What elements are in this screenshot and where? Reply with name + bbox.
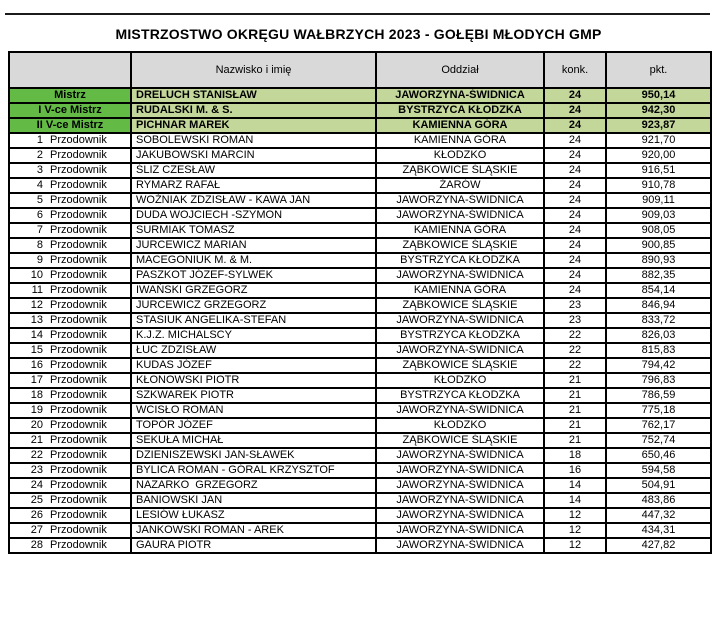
row-position: 14: [30, 329, 43, 341]
competitions-cell: 21: [544, 403, 606, 418]
competitions-cell: 24: [544, 283, 606, 298]
fancier-name-cell: KUDAS JÓZEF: [131, 358, 376, 373]
competitions-cell: 21: [544, 418, 606, 433]
branch-cell: ZĄBKOWICE ŚLĄSKIE: [376, 238, 544, 253]
branch-cell: JAWORZYNA-ŚWIDNICA: [376, 463, 544, 478]
table-row: [9, 343, 711, 358]
points-cell: 921,70: [606, 133, 711, 148]
points-cell: 762,17: [606, 418, 711, 433]
points-cell: 950,14: [606, 88, 711, 103]
rank-cell: [9, 358, 131, 373]
row-title: Przodownik: [50, 419, 107, 431]
row-title: Przodownik: [50, 479, 107, 491]
points-cell: 890,93: [606, 253, 711, 268]
row-title: Przodownik: [50, 134, 107, 146]
points-cell: 908,05: [606, 223, 711, 238]
row-title: Przodownik: [50, 269, 107, 281]
branch-cell: ŻARÓW: [376, 178, 544, 193]
row-title: Przodownik: [50, 314, 107, 326]
branch-cell: JAWORZYNA-ŚWIDNICA: [376, 313, 544, 328]
competitions-cell: 24: [544, 178, 606, 193]
row-position: 17: [30, 374, 43, 386]
branch-cell: JAWORZYNA-ŚWIDNICA: [376, 193, 544, 208]
table-row: [9, 253, 711, 268]
rank-cell: [9, 253, 131, 268]
fancier-name-cell: DRELUCH STANISŁAW: [131, 88, 376, 103]
competitions-cell: 22: [544, 358, 606, 373]
rank-cell: [9, 178, 131, 193]
row-position: 20: [30, 419, 43, 431]
branch-cell: JAWORZYNA-ŚWIDNICA: [376, 448, 544, 463]
fancier-name-cell: DZIENISZEWSKI JAN-SŁAWEK: [131, 448, 376, 463]
fancier-name-cell: WCISŁO ROMAN: [131, 403, 376, 418]
branch-cell: ZĄBKOWICE ŚLĄSKIE: [376, 358, 544, 373]
fancier-name-cell: PASZKOT JÓZEF-SYLWEK: [131, 268, 376, 283]
row-title: Przodownik: [50, 164, 107, 176]
row-title: Przodownik: [50, 254, 107, 266]
champion-title-cell: Mistrz: [9, 88, 131, 103]
table-row: [9, 298, 711, 313]
rank-cell: [9, 418, 131, 433]
competitions-cell: 24: [544, 268, 606, 283]
competitions-cell: 21: [544, 388, 606, 403]
table-row: [9, 223, 711, 238]
fancier-name-cell: LESIÓW ŁUKASZ: [131, 508, 376, 523]
table-row: [9, 433, 711, 448]
champion-row: [9, 118, 711, 133]
table-row: [9, 493, 711, 508]
row-title: Przodownik: [50, 464, 107, 476]
branch-cell: KŁODZKO: [376, 373, 544, 388]
branch-cell: JAWORZYNA-ŚWIDNICA: [376, 208, 544, 223]
points-cell: 775,18: [606, 403, 711, 418]
results-table: [8, 51, 712, 554]
branch-cell: KAMIENNA GÓRA: [376, 283, 544, 298]
points-cell: 650,46: [606, 448, 711, 463]
competitions-cell: 22: [544, 343, 606, 358]
row-position: 1: [36, 134, 43, 146]
competitions-cell: 24: [544, 88, 606, 103]
points-cell: 504,91: [606, 478, 711, 493]
header-pkt: pkt.: [606, 52, 711, 88]
row-position: 13: [30, 314, 43, 326]
rank-cell: [9, 433, 131, 448]
row-position: 28: [30, 539, 43, 551]
row-position: 6: [36, 209, 43, 221]
competitions-cell: 12: [544, 523, 606, 538]
header-name: Nazwisko i imię: [131, 52, 376, 88]
row-position: 19: [30, 404, 43, 416]
table-row: [9, 148, 711, 163]
table-row: [9, 208, 711, 223]
competitions-cell: 18: [544, 448, 606, 463]
row-title: Przodownik: [50, 194, 107, 206]
rank-cell: [9, 463, 131, 478]
row-title: Przodownik: [50, 449, 107, 461]
branch-cell: JAWORZYNA-ŚWIDNICA: [376, 403, 544, 418]
table-row: [9, 388, 711, 403]
competitions-cell: 24: [544, 103, 606, 118]
row-title: Przodownik: [50, 374, 107, 386]
table-row: [9, 238, 711, 253]
top-divider: [5, 13, 710, 15]
table-row: [9, 358, 711, 373]
table-row: [9, 478, 711, 493]
points-cell: 752,74: [606, 433, 711, 448]
row-position: 23: [30, 464, 43, 476]
row-position: 3: [36, 164, 43, 176]
points-cell: 796,83: [606, 373, 711, 388]
row-title: Przodownik: [50, 524, 107, 536]
competitions-cell: 24: [544, 238, 606, 253]
row-title: Przodownik: [50, 389, 107, 401]
row-position: 16: [30, 359, 43, 371]
champion-row: [9, 103, 711, 118]
table-row: [9, 403, 711, 418]
points-cell: 594,58: [606, 463, 711, 478]
row-position: 7: [36, 224, 43, 236]
table-row: [9, 178, 711, 193]
branch-cell: JAWORZYNA-ŚWIDNICA: [376, 508, 544, 523]
row-title: Przodownik: [50, 224, 107, 236]
fancier-name-cell: PICHNAR MAREK: [131, 118, 376, 133]
branch-cell: ZĄBKOWICE ŚLĄSKIE: [376, 298, 544, 313]
competitions-cell: 24: [544, 118, 606, 133]
branch-cell: BYSTRZYCA KŁODZKA: [376, 388, 544, 403]
table-row: [9, 133, 711, 148]
branch-cell: ZĄBKOWICE ŚLĄSKIE: [376, 433, 544, 448]
row-title: Przodownik: [50, 149, 107, 161]
row-title: Przodownik: [50, 299, 107, 311]
row-title: Przodownik: [50, 209, 107, 221]
fancier-name-cell: SURMIAK TOMASZ: [131, 223, 376, 238]
points-cell: 923,87: [606, 118, 711, 133]
points-cell: 909,03: [606, 208, 711, 223]
rank-cell: [9, 208, 131, 223]
rank-cell: [9, 313, 131, 328]
row-title: Przodownik: [50, 359, 107, 371]
branch-cell: JAWORZYNA-ŚWIDNICA: [376, 523, 544, 538]
branch-cell: BYSTRZYCA KŁODZKA: [376, 103, 544, 118]
rank-cell: [9, 388, 131, 403]
fancier-name-cell: STASIUK ANGELIKA-STEFAN: [131, 313, 376, 328]
row-position: 18: [30, 389, 43, 401]
row-position: 11: [31, 284, 43, 296]
row-title: Przodownik: [50, 179, 107, 191]
fancier-name-cell: JURCEWICZ MARIAN: [131, 238, 376, 253]
competitions-cell: 14: [544, 478, 606, 493]
table-row: [9, 448, 711, 463]
page-title: MISTRZOSTWO OKRĘGU WAŁBRZYCH 2023 - GOŁĘBI MŁODYCH GMP: [115, 26, 602, 42]
competitions-cell: 24: [544, 133, 606, 148]
competitions-cell: 23: [544, 313, 606, 328]
branch-cell: BYSTRZYCA KŁODZKA: [376, 328, 544, 343]
points-cell: 447,32: [606, 508, 711, 523]
points-cell: 483,86: [606, 493, 711, 508]
header-rank: [9, 52, 131, 88]
rank-cell: [9, 223, 131, 238]
table-header-row: [9, 52, 711, 88]
fancier-name-cell: SEKUŁA MICHAŁ: [131, 433, 376, 448]
table-row: [9, 523, 711, 538]
fancier-name-cell: IWAŃSKI GRZEGORZ: [131, 283, 376, 298]
fancier-name-cell: TOPÓR JÓZEF: [131, 418, 376, 433]
points-cell: 833,72: [606, 313, 711, 328]
points-cell: 909,11: [606, 193, 711, 208]
branch-cell: ZĄBKOWICE ŚLĄSKIE: [376, 163, 544, 178]
points-cell: 434,31: [606, 523, 711, 538]
rank-cell: [9, 448, 131, 463]
points-cell: 846,94: [606, 298, 711, 313]
branch-cell: JAWORZYNA-ŚWIDNICA: [376, 343, 544, 358]
row-title: Przodownik: [50, 509, 107, 521]
row-title: Przodownik: [50, 344, 107, 356]
fancier-name-cell: JANKOWSKI ROMAN - AREK: [131, 523, 376, 538]
competitions-cell: 14: [544, 493, 606, 508]
row-title: Przodownik: [50, 434, 107, 446]
competitions-cell: 24: [544, 208, 606, 223]
competitions-cell: 21: [544, 373, 606, 388]
row-position: 24: [30, 479, 43, 491]
row-title: Przodownik: [50, 404, 107, 416]
row-position: 9: [36, 254, 43, 266]
results-table-body: [9, 88, 711, 553]
points-cell: 910,78: [606, 178, 711, 193]
points-cell: 882,35: [606, 268, 711, 283]
champion-title-cell: II V-ce Mistrz: [9, 118, 131, 133]
points-cell: 786,59: [606, 388, 711, 403]
row-position: 8: [36, 239, 43, 251]
fancier-name-cell: K.J.Z. MICHALSCY: [131, 328, 376, 343]
table-row: [9, 283, 711, 298]
rank-cell: [9, 268, 131, 283]
page: [0, 13, 717, 554]
rank-cell: [9, 163, 131, 178]
branch-cell: BYSTRZYCA KŁODZKA: [376, 253, 544, 268]
fancier-name-cell: RUDALSKI M. & S.: [131, 103, 376, 118]
table-row: [9, 328, 711, 343]
fancier-name-cell: NAZARKO GRZEGORZ: [131, 478, 376, 493]
fancier-name-cell: WOŹNIAK ZDZISŁAW - KAWA JAN: [131, 193, 376, 208]
rank-cell: [9, 298, 131, 313]
row-position: 15: [30, 344, 43, 356]
row-position: 25: [30, 494, 43, 506]
competitions-cell: 24: [544, 148, 606, 163]
fancier-name-cell: ŚLIZ CZESŁAW: [131, 163, 376, 178]
fancier-name-cell: DUDA WOJCIECH -SZYMON: [131, 208, 376, 223]
fancier-name-cell: RYMARZ RAFAŁ: [131, 178, 376, 193]
points-cell: 942,30: [606, 103, 711, 118]
row-title: Przodownik: [50, 329, 107, 341]
rank-cell: [9, 193, 131, 208]
competitions-cell: 12: [544, 508, 606, 523]
table-row: [9, 418, 711, 433]
competitions-cell: 24: [544, 193, 606, 208]
champion-row: [9, 88, 711, 103]
points-cell: 794,42: [606, 358, 711, 373]
fancier-name-cell: BYLICA ROMAN - GÓRAL KRZYSZTOF: [131, 463, 376, 478]
competitions-cell: 24: [544, 163, 606, 178]
points-cell: 916,51: [606, 163, 711, 178]
branch-cell: JAWORZYNA-ŚWIDNICA: [376, 268, 544, 283]
rank-cell: [9, 538, 131, 553]
branch-cell: JAWORZYNA-ŚWIDNICA: [376, 493, 544, 508]
fancier-name-cell: MACEGONIUK M. & M.: [131, 253, 376, 268]
competitions-cell: 16: [544, 463, 606, 478]
row-position: 27: [30, 524, 43, 536]
points-cell: 427,82: [606, 538, 711, 553]
competitions-cell: 24: [544, 223, 606, 238]
row-title: Przodownik: [50, 284, 107, 296]
fancier-name-cell: ŁUC ZDZISŁAW: [131, 343, 376, 358]
row-position: 2: [36, 149, 43, 161]
table-row: [9, 538, 711, 553]
rank-cell: [9, 493, 131, 508]
row-position: 22: [30, 449, 43, 461]
rank-cell: [9, 328, 131, 343]
rank-cell: [9, 238, 131, 253]
rank-cell: [9, 283, 131, 298]
rank-cell: [9, 343, 131, 358]
points-cell: 826,03: [606, 328, 711, 343]
row-position: 26: [30, 509, 43, 521]
row-position: 5: [36, 194, 43, 206]
branch-cell: KAMIENNA GÓRA: [376, 118, 544, 133]
branch-cell: JAWORZYNA-ŚWIDNICA: [376, 538, 544, 553]
table-row: [9, 193, 711, 208]
row-position: 4: [36, 179, 43, 191]
branch-cell: JAWORZYNA-ŚWIDNICA: [376, 88, 544, 103]
fancier-name-cell: BANIOWSKI JAN: [131, 493, 376, 508]
branch-cell: KAMIENNA GÓRA: [376, 133, 544, 148]
row-position: 10: [30, 269, 43, 281]
branch-cell: KŁODZKO: [376, 148, 544, 163]
points-cell: 854,14: [606, 283, 711, 298]
champion-title-cell: I V-ce Mistrz: [9, 103, 131, 118]
row-title: Przodownik: [50, 239, 107, 251]
branch-cell: KŁODZKO: [376, 418, 544, 433]
row-position: 12: [30, 299, 43, 311]
table-row: [9, 313, 711, 328]
row-title: Przodownik: [50, 539, 107, 551]
table-row: [9, 373, 711, 388]
row-position: 21: [30, 434, 43, 446]
rank-cell: [9, 148, 131, 163]
table-row: [9, 508, 711, 523]
row-title: Przodownik: [50, 494, 107, 506]
header-branch: Oddział: [376, 52, 544, 88]
rank-cell: [9, 133, 131, 148]
branch-cell: KAMIENNA GÓRA: [376, 223, 544, 238]
fancier-name-cell: SOBOLEWSKI ROMAN: [131, 133, 376, 148]
branch-cell: JAWORZYNA-ŚWIDNICA: [376, 478, 544, 493]
points-cell: 920,00: [606, 148, 711, 163]
fancier-name-cell: GAURA PIOTR: [131, 538, 376, 553]
competitions-cell: 23: [544, 298, 606, 313]
rank-cell: [9, 523, 131, 538]
fancier-name-cell: KŁONOWSKI PIOTR: [131, 373, 376, 388]
competitions-cell: 22: [544, 328, 606, 343]
rank-cell: [9, 478, 131, 493]
fancier-name-cell: JAKUBOWSKI MARCIN: [131, 148, 376, 163]
table-row: [9, 163, 711, 178]
rank-cell: [9, 403, 131, 418]
points-cell: 815,83: [606, 343, 711, 358]
fancier-name-cell: SZKWAREK PIOTR: [131, 388, 376, 403]
rank-cell: [9, 508, 131, 523]
competitions-cell: 21: [544, 433, 606, 448]
competitions-cell: 24: [544, 253, 606, 268]
rank-cell: [9, 373, 131, 388]
table-row: [9, 268, 711, 283]
points-cell: 900,85: [606, 238, 711, 253]
fancier-name-cell: JURCEWICZ GRZEGORZ: [131, 298, 376, 313]
competitions-cell: 12: [544, 538, 606, 553]
table-row: [9, 463, 711, 478]
header-konk: konk.: [544, 52, 606, 88]
